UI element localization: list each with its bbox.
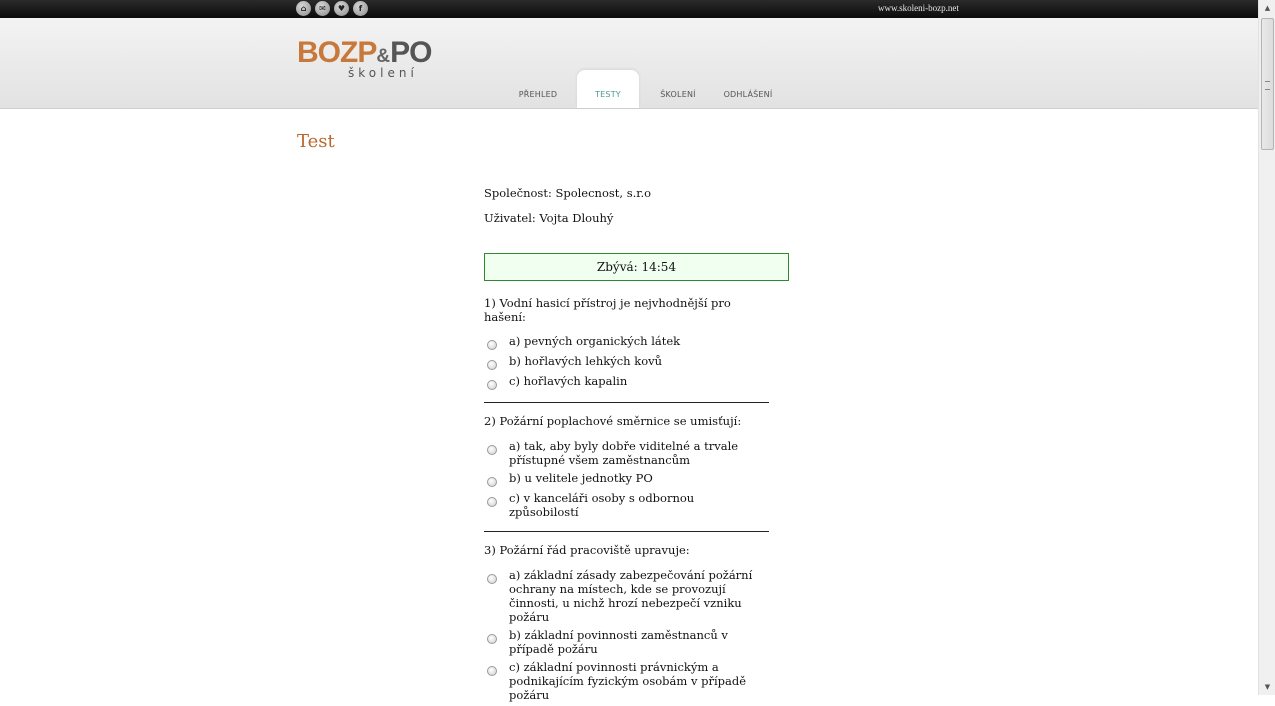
answer-label: c) základní povinnosti právnickým a podnikajícím fyzickým osobám v případě požáru bbox=[509, 660, 747, 702]
radio-button[interactable] bbox=[487, 360, 497, 370]
radio-button[interactable] bbox=[487, 666, 497, 676]
logo-subtitle: školení bbox=[348, 66, 418, 80]
user-label: Uživatel: Vojta Dlouhý bbox=[484, 211, 614, 225]
answer-option[interactable] bbox=[484, 334, 769, 350]
answer-label: b) základní povinnosti zaměstnanců v případě požáru bbox=[509, 628, 728, 656]
answer-label: c) hořlavých kapalin bbox=[509, 374, 628, 388]
radio-button[interactable] bbox=[487, 574, 497, 584]
answer-label: b) hořlavých lehkých kovů bbox=[509, 354, 663, 368]
answer-label: a) tak, aby byly dobře viditelné a trvale přístupné všem zaměstnancům bbox=[509, 439, 739, 467]
answer-option[interactable] bbox=[484, 374, 769, 390]
top-bar bbox=[0, 0, 1258, 18]
scroll-down-icon[interactable]: ▼ bbox=[1264, 683, 1271, 691]
nav-item-skoleni[interactable]: ŠKOLENÍ bbox=[660, 90, 696, 99]
timer-text: Zbývá: 14:54 bbox=[596, 260, 677, 274]
logo[interactable] bbox=[297, 36, 432, 80]
answer-option[interactable] bbox=[484, 471, 769, 487]
answer-option[interactable] bbox=[484, 354, 769, 370]
answer-option[interactable] bbox=[484, 628, 769, 656]
site-url-link[interactable]: www.skoleni-bozp.net bbox=[878, 3, 959, 13]
heart-icon[interactable]: ♥ bbox=[334, 1, 349, 16]
answer-option[interactable] bbox=[484, 660, 769, 702]
question-text: 2) Požární poplachové směrnice se umisťují: bbox=[484, 414, 742, 428]
question-text: 1) Vodní hasicí přístroj je nejvhodnější pro hašení: bbox=[484, 296, 731, 324]
answer-option[interactable] bbox=[484, 568, 769, 624]
scrollbar-thumb[interactable] bbox=[1261, 18, 1274, 150]
timer-box bbox=[484, 253, 789, 281]
answer-option[interactable] bbox=[484, 439, 769, 467]
question-text: 3) Požární řád pracoviště upravuje: bbox=[484, 543, 690, 557]
question-2 bbox=[484, 414, 769, 532]
scroll-up-icon[interactable]: ▲ bbox=[1264, 4, 1271, 12]
social-icons bbox=[296, 1, 368, 16]
company-label: Společnost: Spolecnost, s.r.o bbox=[484, 186, 652, 200]
page-title: Test bbox=[297, 131, 335, 152]
logo-po: PO bbox=[390, 36, 432, 69]
facebook-icon[interactable]: f bbox=[353, 1, 368, 16]
header bbox=[0, 18, 1258, 109]
question-1 bbox=[484, 296, 769, 403]
logo-amp: & bbox=[376, 46, 391, 67]
test-content bbox=[484, 185, 789, 706]
answer-label: a) pevných organických látek bbox=[509, 334, 681, 348]
radio-button[interactable] bbox=[487, 340, 497, 350]
home-icon[interactable]: ⌂ bbox=[296, 1, 311, 16]
question-3 bbox=[484, 543, 769, 702]
nav-item-prehled[interactable]: PŘEHLED bbox=[518, 90, 558, 99]
answer-option[interactable] bbox=[484, 491, 769, 519]
nav-item-odhlaseni[interactable]: ODHLÁŠENÍ bbox=[723, 90, 773, 99]
question-divider bbox=[484, 402, 769, 403]
answer-label: a) základní zásady zabezpečování požární ochrany na místech, kde se provozují činnosti, u nichž hrozí nebezpečí vzniku požáru bbox=[509, 568, 753, 624]
nav-item-testy[interactable]: TESTY bbox=[577, 70, 639, 108]
question-divider bbox=[484, 531, 769, 532]
answer-label: b) u velitele jednotky PO bbox=[509, 471, 653, 485]
radio-button[interactable] bbox=[487, 477, 497, 487]
mail-icon[interactable]: ✉ bbox=[315, 1, 330, 16]
radio-button[interactable] bbox=[487, 445, 497, 455]
radio-button[interactable] bbox=[487, 497, 497, 507]
logo-bozp: BOZP bbox=[297, 36, 377, 69]
radio-button[interactable] bbox=[487, 380, 497, 390]
radio-button[interactable] bbox=[487, 634, 497, 644]
vertical-scrollbar[interactable] bbox=[1258, 0, 1275, 695]
answer-label: c) v kanceláři osoby s odbornou způsobilostí bbox=[509, 491, 695, 519]
